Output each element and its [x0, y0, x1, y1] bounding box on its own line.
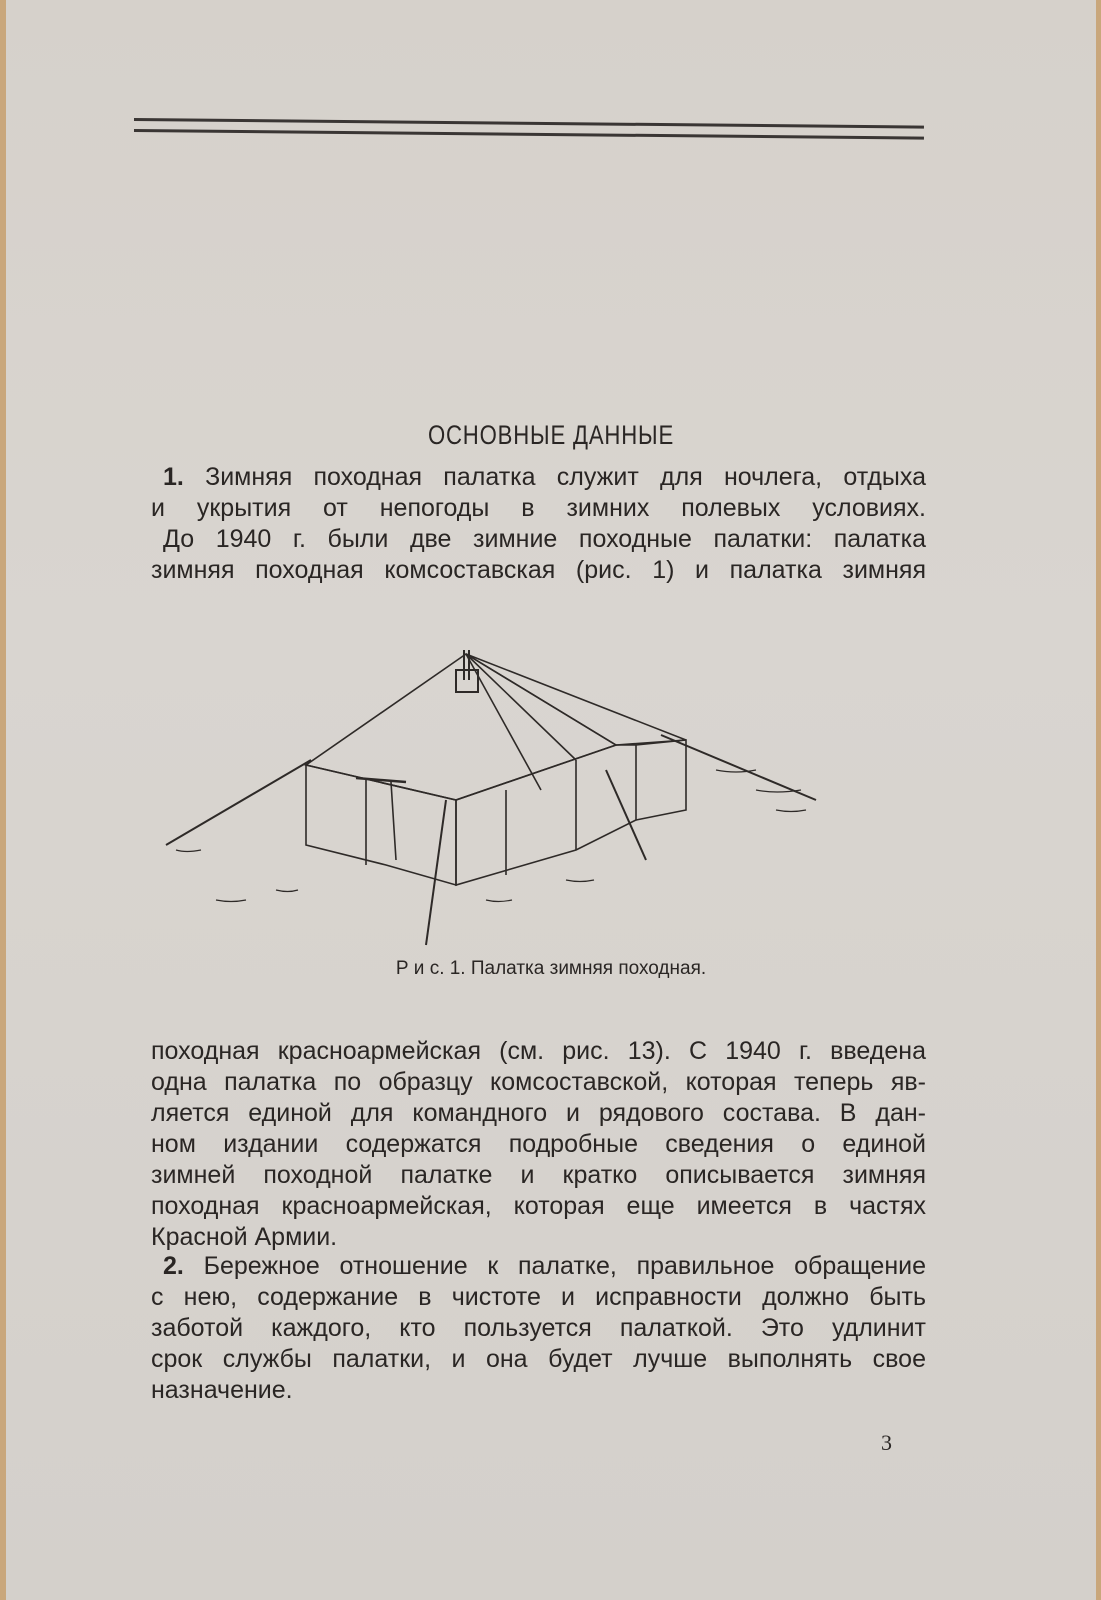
text-line: заботой каждого, кто пользуется палаткой. Это удлинит	[151, 1314, 926, 1342]
tent-illustration	[156, 650, 946, 950]
paragraph-1-continued	[151, 1036, 926, 1253]
paragraph-2	[151, 1251, 926, 1406]
text-line: зимняя походная комсоставская (рис. 1) и палатка зимняя	[151, 556, 926, 584]
text-line: с нею, содержание в чистоте и исправности должно быть	[151, 1283, 926, 1311]
text-line: срок службы палатки, и она будет лучше выполнять свое	[151, 1345, 926, 1373]
text-line: 1. Зимняя походная палатка служит для ночлега, отдыха	[163, 463, 926, 491]
text-line: походная красноармейская, которая еще имеется в частях	[151, 1192, 926, 1220]
paragraph-1	[151, 462, 926, 586]
text-line: 2. Бережное отношение к палатке, правильное обращение	[163, 1252, 926, 1280]
figure-caption: Р и с. 1. Палатка зимняя походная.	[395, 958, 707, 979]
text-line: ляется единой для командного и рядового состава. В дан-	[151, 1099, 926, 1127]
paragraph-number: 2.	[163, 1252, 184, 1280]
text-line: одна палатка по образцу комсоставской, которая теперь яв-	[151, 1068, 926, 1096]
text-line: До 1940 г. были две зимние походные палатки: палатка	[163, 525, 926, 553]
paragraph-number: 1.	[163, 463, 184, 491]
text-line: ном издании содержатся подробные сведения о единой	[151, 1130, 926, 1158]
header-double-rule	[134, 118, 924, 140]
text-line: и укрытия от непогоды в зимних полевых условиях.	[151, 494, 926, 522]
document-page	[6, 0, 1096, 1600]
text-line: походная красноармейская (см. рис. 13). С 1940 г. введена	[151, 1037, 926, 1065]
rule-line	[134, 118, 924, 129]
section-title: ОСНОВНЫЕ ДАННЫЕ	[427, 420, 675, 450]
text-line: назначение.	[151, 1376, 293, 1404]
text-line: Красной Армии.	[151, 1223, 338, 1251]
page-number: 3	[881, 1430, 892, 1455]
text-line: зимней походной палатке и кратко описывается зимняя	[151, 1161, 926, 1189]
rule-line	[134, 129, 924, 140]
